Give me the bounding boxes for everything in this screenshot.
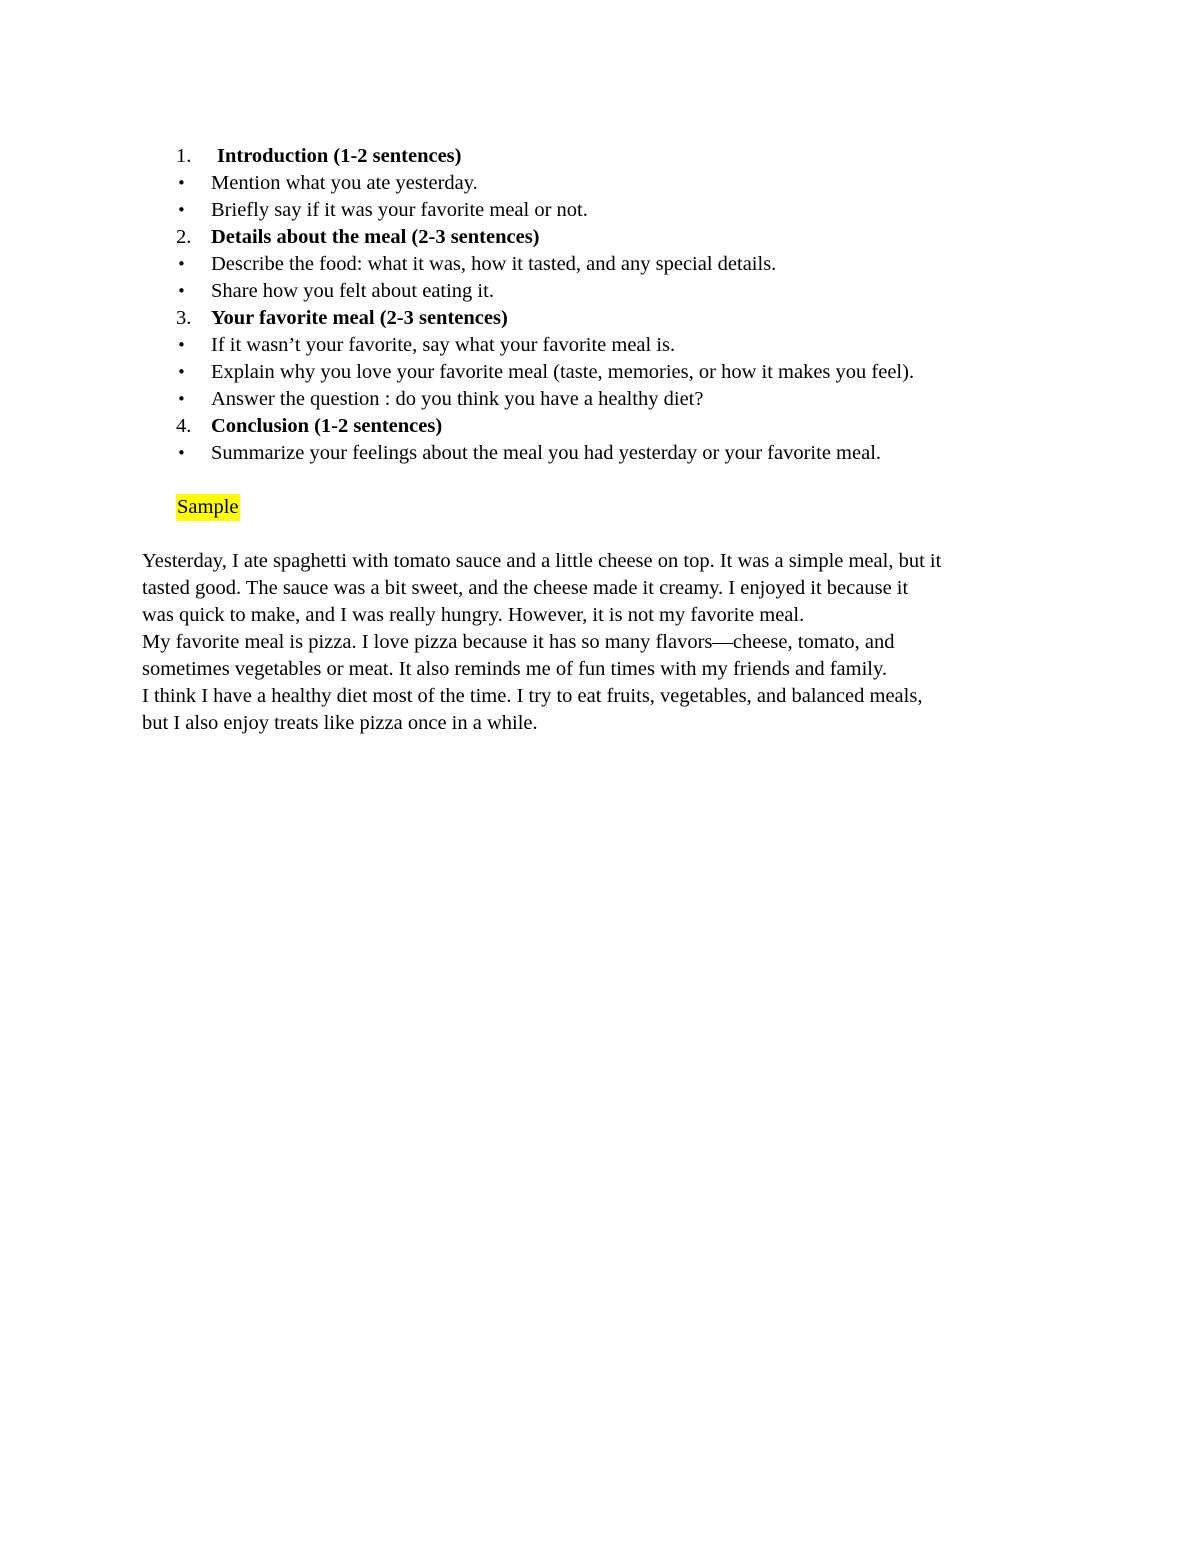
- bullet-icon: •: [177, 336, 186, 354]
- bullet-icon: •: [177, 444, 186, 462]
- outline-bullet-text: Describe the food: what it was, how it tasted, and any special details.: [211, 253, 777, 275]
- outline-heading-introduction: [176, 143, 1076, 170]
- list-number: 2.: [176, 226, 192, 248]
- sample-line: Yesterday, I ate spaghetti with tomato sauce and a little cheese on top. It was a simple meal, but it: [142, 550, 942, 572]
- bullet-icon: •: [177, 174, 186, 192]
- sample-label-highlighted: Sample: [176, 494, 240, 521]
- outline-bullet-text: Summarize your feelings about the meal you had yesterday or your favorite meal.: [211, 442, 882, 464]
- outline-bullet-text: If it wasn’t your favorite, say what your favorite meal is.: [211, 334, 676, 356]
- list-number: 1.: [176, 145, 192, 167]
- bullet-icon: •: [177, 390, 186, 408]
- bullet-icon: •: [177, 201, 186, 219]
- sample-line: I think I have a healthy diet most of the time. I try to eat fruits, vegetables, and balanced meals,: [142, 685, 923, 707]
- outline-heading-text: Introduction (1-2 sentences): [217, 145, 462, 167]
- outline-heading-text: Your favorite meal (2-3 sentences): [211, 307, 508, 329]
- outline-bullet: [176, 386, 1076, 413]
- list-number: 4.: [176, 415, 192, 437]
- outline-heading-favorite-meal: [176, 305, 1076, 332]
- outline-bullet: [176, 278, 1076, 305]
- writing-outline: [176, 143, 1076, 467]
- outline-bullet-text: Briefly say if it was your favorite meal or not.: [211, 199, 588, 221]
- outline-bullet-text: Explain why you love your favorite meal (taste, memories, or how it makes you feel).: [211, 361, 915, 383]
- outline-bullet: [176, 197, 1076, 224]
- outline-bullet-text: Mention what you ate yesterday.: [211, 172, 478, 194]
- outline-bullet-text: Answer the question : do you think you have a healthy diet?: [211, 388, 704, 410]
- sample-line: tasted good. The sauce was a bit sweet, and the cheese made it creamy. I enjoyed it because it: [142, 577, 909, 599]
- bullet-icon: •: [177, 255, 186, 273]
- outline-bullet: [176, 170, 1076, 197]
- sample-line: My favorite meal is pizza. I love pizza because it has so many flavors—cheese, tomato, and: [142, 631, 895, 653]
- outline-bullet: [176, 251, 1076, 278]
- sample-line: but I also enjoy treats like pizza once in a while.: [142, 712, 538, 734]
- sample-text: [142, 548, 1072, 737]
- bullet-icon: •: [177, 282, 186, 300]
- outline-bullet: [176, 440, 1076, 467]
- outline-bullet: [176, 332, 1076, 359]
- outline-heading-details: [176, 224, 1076, 251]
- outline-heading-text: Details about the meal (2-3 sentences): [211, 226, 540, 248]
- outline-bullet-text: Share how you felt about eating it.: [211, 280, 494, 302]
- list-number: 3.: [176, 307, 192, 329]
- outline-bullet: [176, 359, 1076, 386]
- bullet-icon: •: [177, 363, 186, 381]
- sample-line: was quick to make, and I was really hungry. However, it is not my favorite meal.: [142, 604, 805, 626]
- sample-line: sometimes vegetables or meat. It also reminds me of fun times with my friends and family.: [142, 658, 888, 680]
- outline-heading-text: Conclusion (1-2 sentences): [211, 415, 443, 437]
- outline-heading-conclusion: [176, 413, 1076, 440]
